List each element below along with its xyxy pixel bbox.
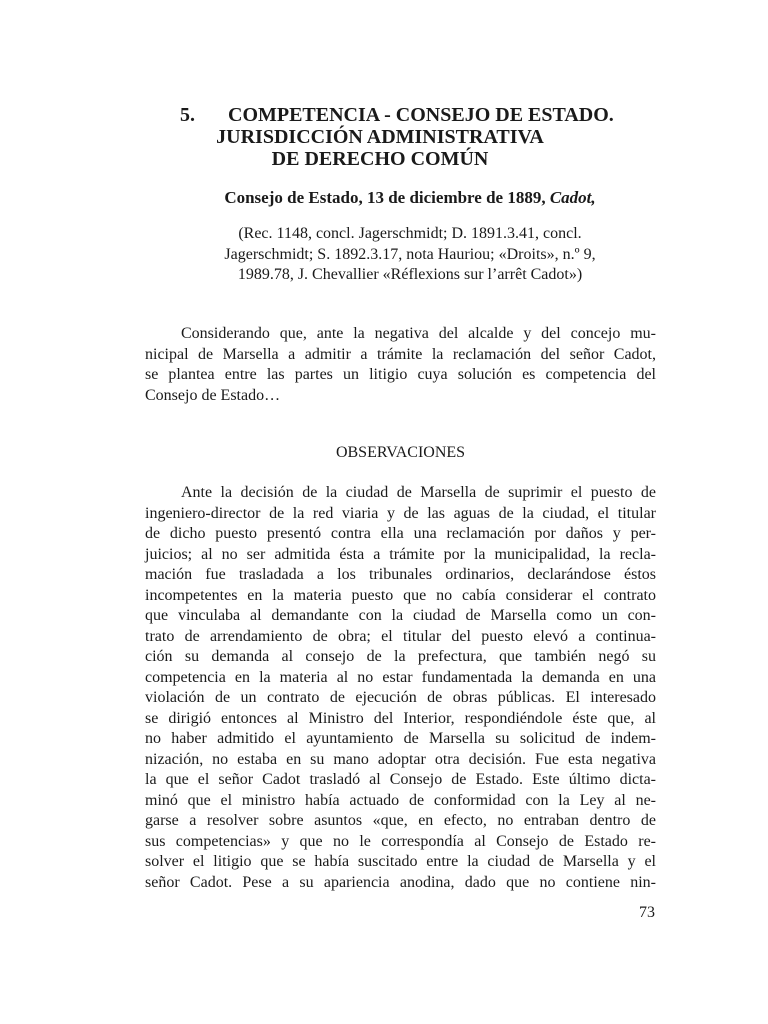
paragraph-line: nización, no estaba en su mano adoptar otra decisión. Fue esta negativa bbox=[145, 750, 656, 768]
references-block bbox=[180, 224, 640, 286]
paragraph-line: ingeniero-director de la red viaria y de las aguas de la ciudad, el titular bbox=[145, 504, 656, 522]
paragraph-line: incompetentes en la materia puesto que no cabía considerar el contrato bbox=[145, 586, 656, 604]
reference-line: 1989.78, J. Chevallier «Réflexions sur l’arrêt Cadot») bbox=[237, 266, 583, 283]
reference-line: (Rec. 1148, concl. Jagerschmidt; D. 1891.3.41, concl. bbox=[238, 225, 582, 242]
reference-line: Jagerschmidt; S. 1892.3.17, nota Hauriou; «Droits», n.º 9, bbox=[224, 245, 596, 263]
paragraph-line: garse a resolver sobre asuntos «que, en efecto, no entraban dentro de bbox=[145, 812, 656, 829]
heading-line-1 bbox=[145, 104, 675, 126]
paragraph-line: competencia en la materia al no estar fundamentada la demanda en una bbox=[145, 668, 656, 686]
section-number: 5. bbox=[180, 104, 195, 126]
paragraph-line: se plantea entre las partes un litigio cuya solución es competencia del bbox=[145, 366, 656, 383]
paragraph-line: no haber admitido el ayuntamiento de Marsella su solicitud de indem- bbox=[145, 730, 656, 747]
paragraph-line: la que el señor Cadot trasladó al Consejo de Estado. Este último dicta- bbox=[145, 771, 656, 788]
paragraph-line: que vinculaba al demandante con la ciudad de Marsella como un con- bbox=[145, 607, 656, 624]
page-number: 73 bbox=[639, 904, 655, 921]
ruling-paragraph bbox=[145, 324, 656, 406]
paragraph-line: Ante la decisión de la ciudad de Marsella de suprimir el puesto de bbox=[181, 484, 656, 501]
paragraph-line: Consejo de Estado… bbox=[145, 386, 281, 404]
paragraph-line: señor Cadot. Pese a su apariencia anodina, dado que no contiene nin- bbox=[145, 873, 656, 891]
case-court-date: Consejo de Estado, 13 de diciembre de 1889, bbox=[224, 188, 546, 207]
paragraph-line: sus competencias» y que no le correspondía al Consejo de Estado re- bbox=[145, 832, 656, 850]
paragraph-line: Considerando que, ante la negativa del alcalde y del concejo mu- bbox=[181, 325, 656, 342]
case-name: Cadot, bbox=[549, 188, 596, 207]
case-citation bbox=[145, 188, 675, 208]
heading-line-3: DE DERECHO COMÚN bbox=[271, 148, 489, 170]
paragraph-line: minó que el ministro había actuado de conformidad con la Ley al ne- bbox=[145, 791, 656, 809]
observations-paragraph bbox=[145, 483, 656, 893]
paragraph-line: trato de arrendamiento de obra; el titular del puesto elevó a continua- bbox=[145, 627, 656, 645]
observations-title: OBSERVACIONES bbox=[335, 444, 466, 461]
heading-line-2: JURISDICCIÓN ADMINISTRATIVA bbox=[216, 126, 544, 148]
paragraph-line: juicios; al no ser admitida ésta a trámite por la municipalidad, la recla- bbox=[145, 545, 656, 563]
paragraph-line: se dirigió entonces al Ministro del Interior, respondiéndole éste que, al bbox=[145, 709, 656, 727]
paragraph-line: ción su demanda al consejo de la prefectura, que también negó su bbox=[145, 648, 656, 665]
paragraph-line: solver el litigio que se había suscitado entre la ciudad de Marsella y el bbox=[145, 853, 656, 870]
section-heading bbox=[145, 104, 675, 170]
paragraph-line: nicipal de Marsella a admitir a trámite la reclamación del señor Cadot, bbox=[145, 345, 656, 363]
paragraph-line: mación fue trasladada a los tribunales ordinarios, declarándose éstos bbox=[145, 566, 656, 583]
paragraph-line: de dicho puesto presentó contra ella una reclamación por daños y per- bbox=[145, 525, 656, 542]
paragraph-line: violación de un contrato de ejecución de obras públicas. El interesado bbox=[145, 689, 656, 706]
heading-line-1-text: COMPETENCIA - CONSEJO DE ESTADO. bbox=[228, 104, 614, 126]
